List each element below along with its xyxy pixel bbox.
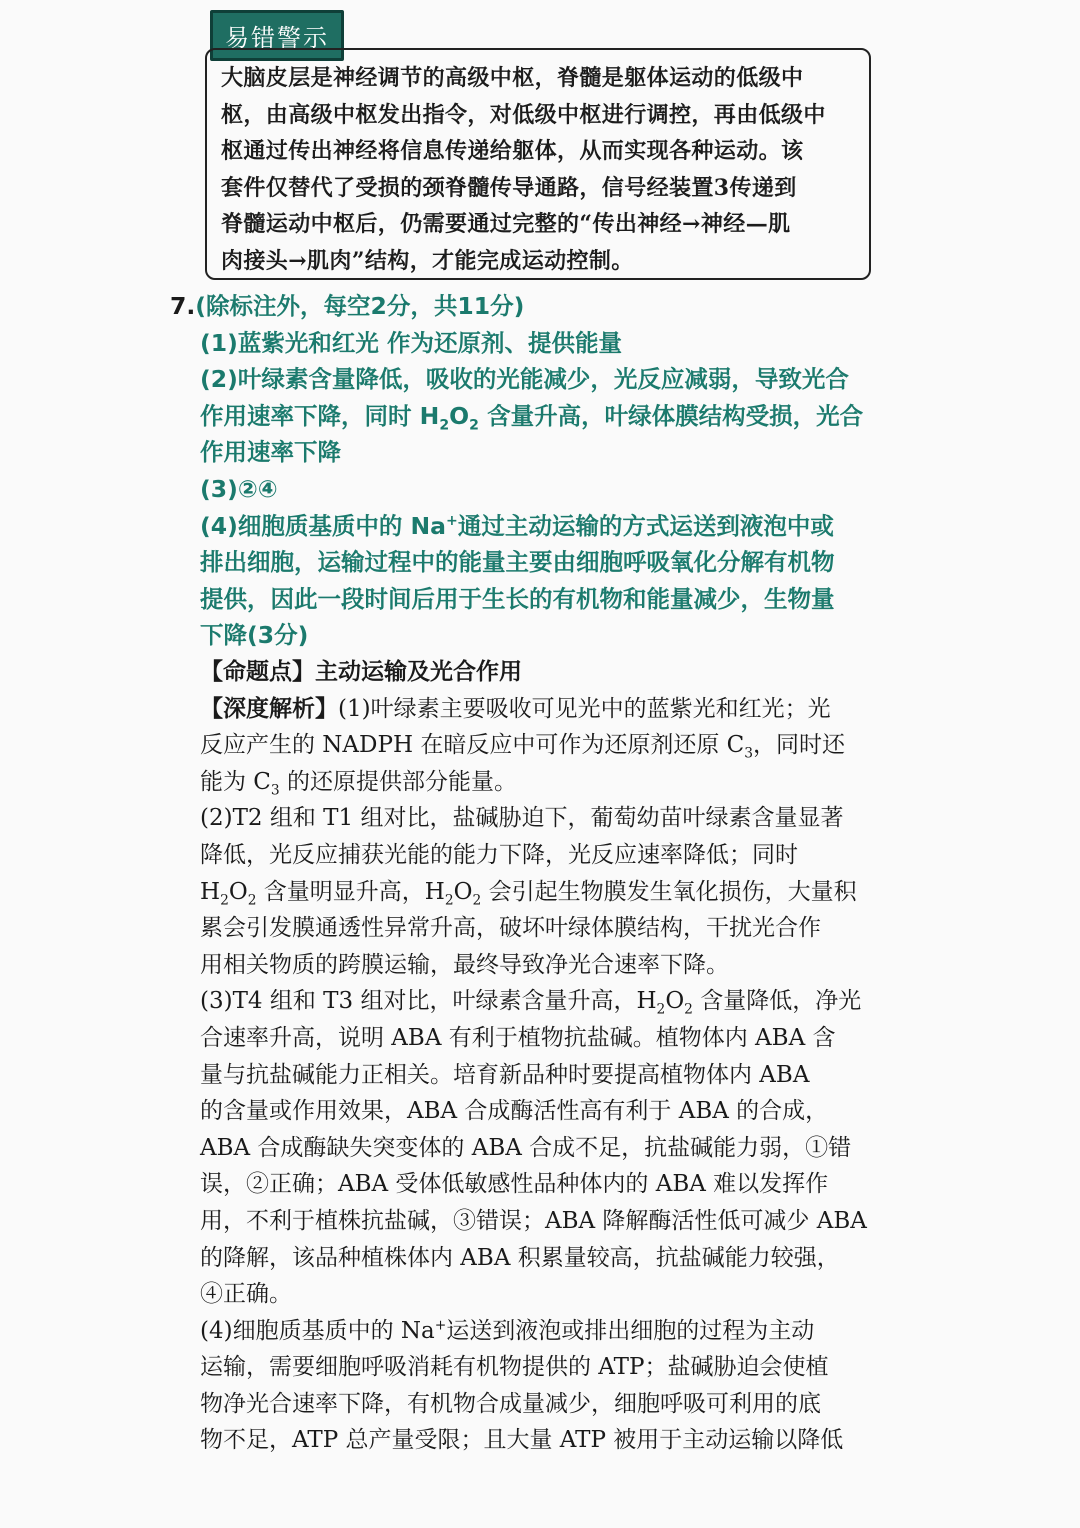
deep-analysis-line: ④正确。 <box>200 1281 292 1308</box>
deep-analysis-line: 物净光合速率下降，有机物合成量减少，细胞呼吸可利用的底 <box>200 1390 821 1417</box>
answer-section <box>170 288 880 654</box>
deep-analysis-line: (4)细胞质基质中的 Na+运送到液泡或排出细胞的过程为主动 <box>200 1317 815 1344</box>
deep-analysis-line: 累会引发膜通透性异常升高，破坏叶绿体膜结构，干扰光合作 <box>200 915 821 942</box>
answer-2-line: 作用速率下降 <box>200 438 341 467</box>
warning-line: 脊髓运动中枢后，仍需要通过完整的“传出神经→神经—肌 <box>221 211 791 238</box>
warning-text <box>221 60 861 280</box>
warning-line: 套件仅替代了受损的颈脊髓传导通路，信号经装置3传递到 <box>221 174 797 201</box>
error-warning-tag: 易错警示 <box>210 10 344 61</box>
deep-analysis-line: ABA 合成酶缺失突变体的 ABA 合成不足，抗盐碱能力弱，①错 <box>200 1134 852 1161</box>
warning-line: 枢，由高级中枢发出指令，对低级中枢进行调控，再由低级中 <box>221 101 826 128</box>
deep-analysis-line: (3)T4 组和 T3 组对比，叶绿素含量升高，$H_2O_2$ 含量降低，净光 <box>200 988 862 1018</box>
deep-analysis-line: 的含量或作用效果，ABA 合成酶活性高有利于 ABA 的合成， <box>200 1098 829 1125</box>
proposition-point: 【命题点】主动运输及光合作用 <box>200 659 522 685</box>
answer-4-line: (4)细胞质基质中的 Na+通过主动运输的方式运送到液泡中或 <box>200 511 834 540</box>
deep-analysis-line: 用，不利于植株抗盐碱，③错误；ABA 降解酶活性低可减少 ABA <box>200 1207 867 1234</box>
answer-4-line: 提供，因此一段时间后用于生长的有机物和能量减少，生物量 <box>200 584 835 613</box>
deep-analysis-line: 物不足，ATP 总产量受限；且大量 ATP 被用于主动运输以降低 <box>200 1427 844 1454</box>
deep-analysis-line: 误，②正确；ABA 受体低敏感性品种体内的 ABA 难以发挥作 <box>200 1171 829 1198</box>
warning-line: 枢通过传出神经将信息传递给躯体，从而实现各种运动。该 <box>221 138 804 165</box>
deep-analysis-line: 反应产生的 NADPH 在暗反应中可作为还原剂还原 $C_3$，同时还 <box>200 732 846 762</box>
answer-4-line: 下降(3分) <box>200 621 309 650</box>
deep-analysis-line: $H_2O_2$ 含量明显升高，$H_2O_2$ 会引起生物膜发生氧化损伤，大量积 <box>200 878 857 909</box>
answer-1: (1)蓝紫光和红光 作为还原剂、提供能量 <box>200 328 623 357</box>
answer-2-line: (2)叶绿素含量降低，吸收的光能减少，光反应减弱，导致光合 <box>200 365 849 394</box>
warning-line: 肉接头→肌肉”结构，才能完成运动控制。 <box>221 247 634 274</box>
answer-2-line: 作用速率下降，同时 $H_2O_2$ 含量升高，叶绿体膜结构受损，光合 <box>200 401 864 434</box>
score-note: (除标注外，每空2分，共11分) <box>195 292 525 320</box>
deep-analysis-line: 合速率升高，说明 ABA 有利于植物抗盐碱。植物体内 ABA 含 <box>200 1024 836 1051</box>
deep-analysis-line: 能为 $C_3$ 的还原提供部分能量。 <box>200 768 518 799</box>
deep-analysis-line: 运输，需要细胞呼吸消耗有机物提供的 ATP；盐碱胁迫会使植 <box>200 1354 829 1381</box>
deep-analysis-line: 【深度解析】(1)叶绿素主要吸收可见光中的蓝紫光和红光；光 <box>200 695 831 722</box>
deep-analysis-line: 量与抗盐碱能力正相关。培育新品种时要提高植物体内 ABA <box>200 1061 810 1088</box>
analysis-section <box>200 654 880 1459</box>
deep-analysis-line: 降低，光反应捕获光能的能力下降，光反应速率降低；同时 <box>200 841 798 868</box>
error-warning-box <box>205 48 871 280</box>
answer-4-line: 排出细胞，运输过程中的能量主要由细胞呼吸氧化分解有机物 <box>200 548 835 577</box>
question-number: 7. <box>170 292 196 320</box>
deep-analysis-line: 的降解，该品种植株体内 ABA 积累量较高，抗盐碱能力较强， <box>200 1244 840 1271</box>
deep-analysis-line: 用相关物质的跨膜运输，最终导致净光合速率下降。 <box>200 951 729 978</box>
deep-analysis-line: (2)T2 组和 T1 组对比，盐碱胁迫下，葡萄幼苗叶绿素含量显著 <box>200 805 844 832</box>
warning-line: 大脑皮层是神经调节的高级中枢，脊髓是躯体运动的低级中 <box>221 65 804 91</box>
answer-3: (3)②④ <box>200 474 278 503</box>
